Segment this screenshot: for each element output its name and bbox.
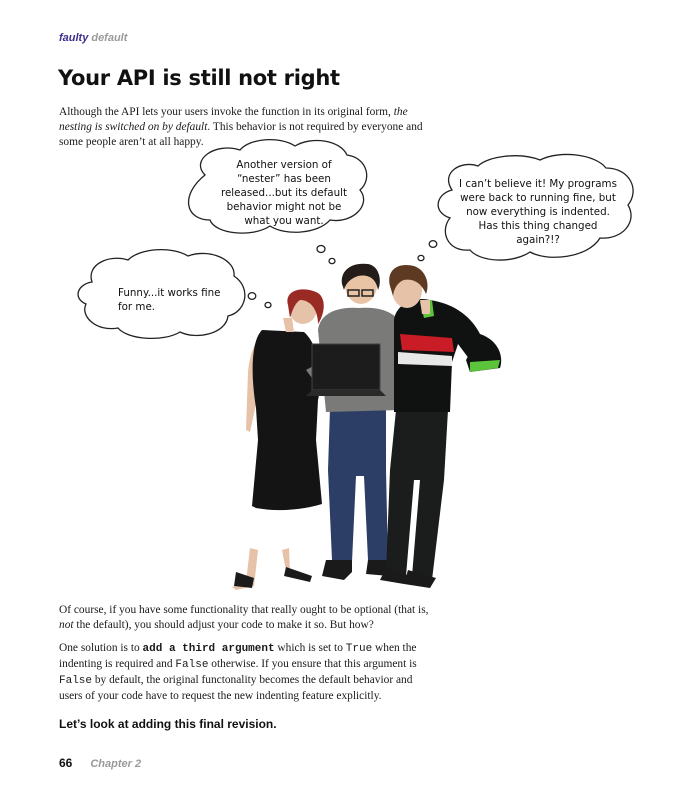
page-title: Your API is still not right — [58, 66, 340, 90]
para3-text-3: when the indenting is required and — [59, 642, 417, 670]
para3-text-4: otherwise. If you ensure that this argument is — [208, 658, 417, 670]
running-head-primary: faulty — [59, 32, 89, 44]
intro-text-1: Although the API lets your users invoke the function in its original form, — [59, 106, 394, 118]
callout-text: Let’s look at adding this final revision. — [59, 717, 277, 731]
code-third-argument: add a third argument — [142, 643, 275, 655]
para3-text-2: which is set to — [274, 642, 346, 654]
paragraph-optional — [59, 603, 431, 633]
intro-emphasis: the nesting is switched on by default — [59, 106, 408, 133]
bubble-text-left: Funny...it works fine for me. — [118, 287, 221, 313]
para3-text-1: One solution is to — [59, 642, 143, 654]
running-head-secondary: default — [91, 32, 128, 44]
page-number: 66 — [59, 756, 73, 770]
chapter-label: Chapter 2 — [90, 758, 142, 770]
person-woman — [232, 289, 324, 590]
paragraph-solution — [59, 641, 431, 704]
para3-text-5: by default, the original functonality becomes the default behavior and users of your code have to request the new indenting feature explicitly. — [59, 674, 413, 702]
code-false: False — [175, 659, 209, 671]
bubble-text-right: I can’t believe it! My programs were back to running fine, but now everything is indented. Has this thing changed again?!? — [459, 178, 617, 246]
code-true: True — [345, 643, 373, 655]
bubble-text-center: Another version of “nester” has been released...but its default behavior might not be what you want. — [220, 159, 348, 227]
person-man-redgreen — [380, 265, 501, 588]
para2-text-1: Of course, if you have some functionality that really ought to be optional (that is, — [59, 604, 429, 616]
para2-text-2: the default), you should adjust your code to make it so. But how? — [73, 619, 374, 631]
page-footer — [59, 754, 141, 772]
intro-text-2: . This behavior is not required by everyone and some people aren’t at all happy. — [59, 121, 423, 148]
para2-emphasis: not — [59, 619, 74, 631]
code-false-2: False — [59, 675, 93, 687]
